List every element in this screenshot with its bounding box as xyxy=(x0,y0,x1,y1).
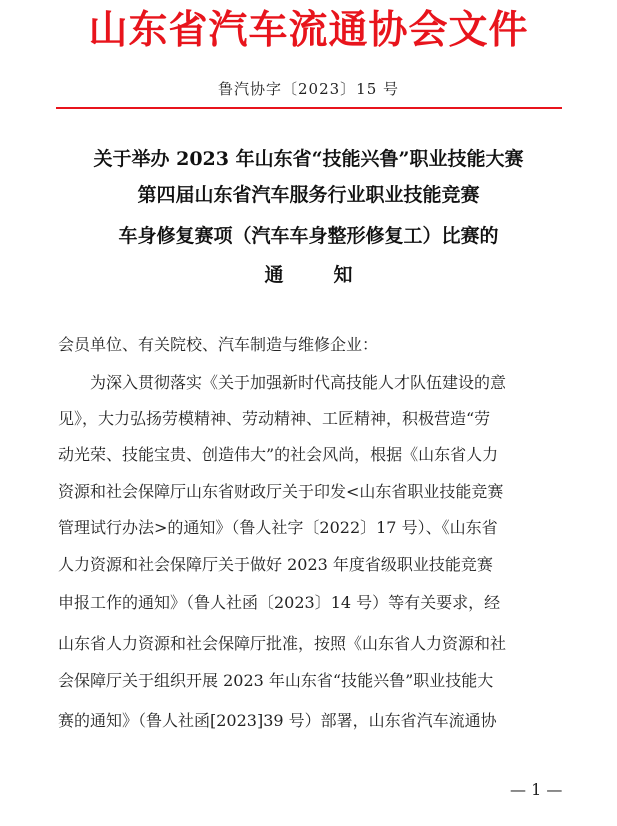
body-line: 见》，大力弘扬劳模精神、劳动精神、工匠精神，积极营造“劳 xyxy=(58,409,491,428)
title-line-3: 车身修复赛项（汽车车身整形修复工）比赛的 xyxy=(118,225,499,247)
title-line-1: 关于举办 2023 年山东省“技能兴鲁”职业技能大赛 xyxy=(93,148,524,170)
body-line: 资源和社会保障厅山东省财政厅关于印发<山东省职业技能竞赛 xyxy=(58,482,504,501)
body-line: 山东省人力资源和社会保障厅批准，按照《山东省人力资源和社 xyxy=(58,634,507,653)
document-number: 鲁汽协字〔2023〕15 号 xyxy=(217,80,400,98)
body-line: 动光荣、技能宝贵、创造伟大”的社会风尚，根据《山东省人力 xyxy=(58,445,499,464)
body-line: 管理试行办法>的通知》（鲁人社字〔2022〕17 号）、《山东省 xyxy=(58,518,498,537)
body-line: 会保障厅关于组织开展 2023 年山东省“技能兴鲁”职业技能大 xyxy=(58,671,494,690)
title-line-4: 通知 xyxy=(264,264,403,286)
page-number: — 1 — xyxy=(510,780,563,799)
body-line: 申报工作的通知》（鲁人社函〔2023〕14 号）等有关要求，经 xyxy=(58,593,501,612)
body-line: 为深入贯彻落实《关于加强新时代高技能人才队伍建设的意 xyxy=(58,373,507,392)
salutation: 会员单位、有关院校、汽车制造与维修企业： xyxy=(58,335,379,354)
body-line: 赛的通知》（鲁人社函[2023]39 号）部署，山东省汽车流通协 xyxy=(58,711,497,730)
title-line-2: 第四届山东省汽车服务行业职业技能竞赛 xyxy=(137,184,480,206)
masthead: 山东省汽车流通协会文件 xyxy=(88,7,529,53)
red-divider xyxy=(56,107,562,109)
body-line: 人力资源和社会保障厅关于做好 2023 年度省级职业技能竞赛 xyxy=(58,555,493,574)
